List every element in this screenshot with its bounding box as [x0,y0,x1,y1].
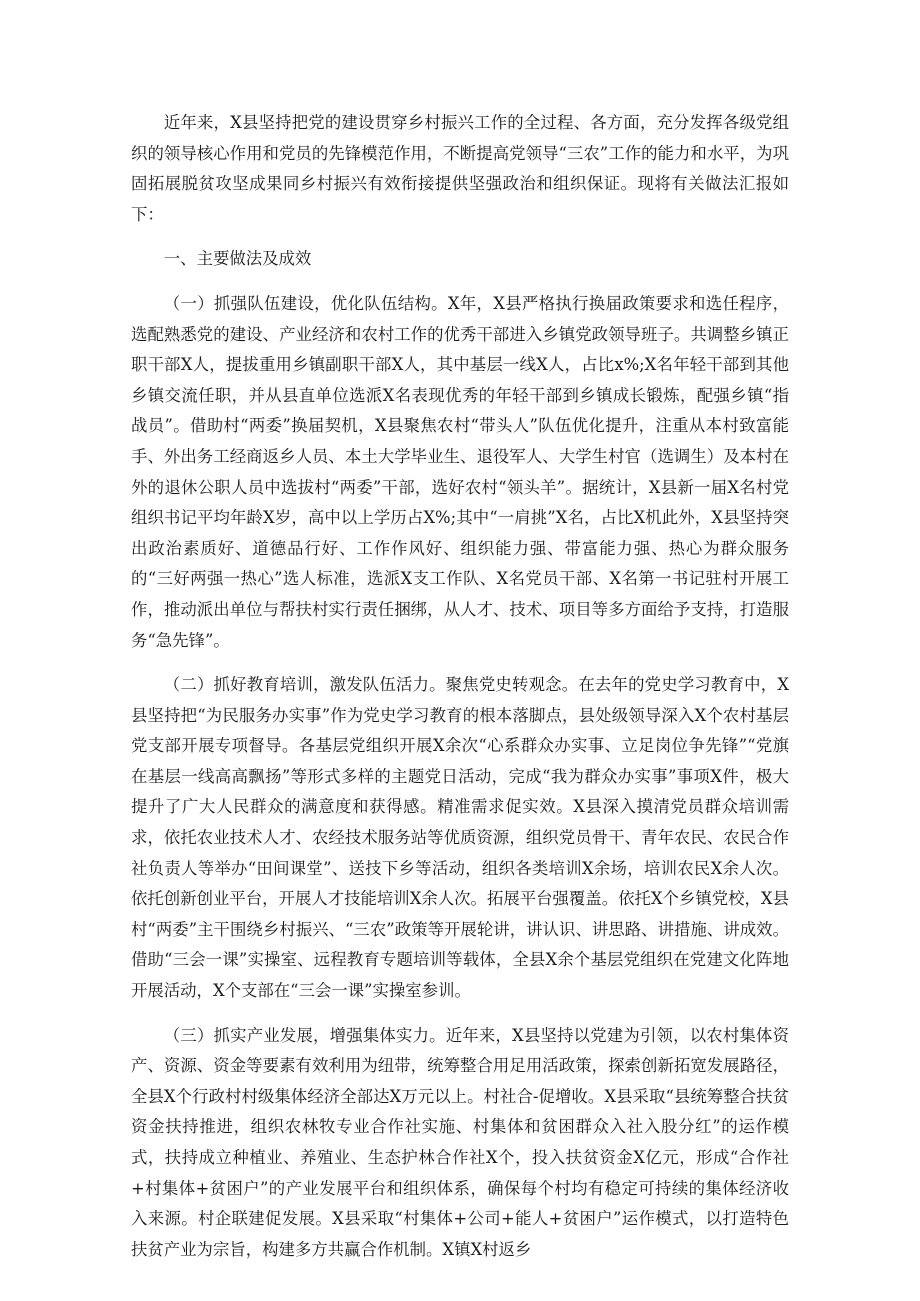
paragraph-education-training: （二）抓好教育培训，激发队伍活力。聚焦党史转观念。在去年的党史学习教育中，X县坚持把“为民服务办实事”作为党史学习教育的根本落脚点，县处级领导深入X个农村基层党支部开展专项督导。各基层党组织开展X余次“心系群众办实事、立足岗位争先锋”“党旗在基层一线高高飘扬”等形式多样的主题党日活动，完成“我为群众办实事”事项X件，极大提升了广大人民群众的满意度和获得感。精准需求促实效。X县深入摸清党员群众培训需求，依托农业技术人才、农经技术服务站等优质资源，组织党员骨干、青年农民、农民合作社负责人等举办“田间课堂”、送技下乡等活动，组织各类培训X余场，培训农民X余人次。依托创新创业平台，开展人才技能培训X余人次。拓展平台强覆盖。依托X个乡镇党校，X县村“两委”主干围绕乡村振兴、“三农”政策等开展轮讲，讲认识、讲思路、讲措施、讲成效。借助“三会一课”实操室、远程教育专题培训等载体，全县X余个基层党组织在党建文化阵地开展活动，X个支部在“三会一课”实操室参训。 [131,675,789,1001]
paragraph-industry-development: （三）抓实产业发展，增强集体实力。近年来，X县坚持以党建为引领，以农村集体资产、资源、资金等要素有效利用为纽带，统筹整合用足用活政策，探索创新拓宽发展路径，全县X个行政村村级集体经济全部达X万元以上。村社合-促增收。X县采取“县统筹整合扶贫资金扶持推进，组织农林牧专业合作社实施、村集体和贫困群众入社入股分红”的运作模式，扶持成立种植业、养殖业、生态护林合作社X个，投入扶贫资金X亿元，形成“合作社+村集体+贫困户”的产业发展平台和组织体系，确保每个村均有稳定可持续的集体经济收入来源。村企联建促发展。X县采取“村集体+公司+能人+贫困户”运作模式，以打造特色扶贫产业为宗旨，构建多方共赢合作机制。X镇X村返乡 [131,1025,789,1259]
paragraph-team-building: （一）抓强队伍建设，优化队伍结构。X年，X县严格执行换届政策要求和选任程序，选配熟悉党的建设、产业经济和农村工作的优秀干部进入乡镇党政领导班子。共调整乡镇正职干部X人，提拔重用乡镇副职干部X人，其中基层一线X人，占比x%;X名年轻干部到其他乡镇交流任职，并从县直单位选派X名表现优秀的年轻干部到乡镇成长锻炼，配强乡镇“指战员”。借助村“两委”换届契机，X县聚焦农村“带头人”队伍优化提升，注重从本村致富能手、外出务工经商返乡人员、本土大学毕业生、退役军人、大学生村官（选调生）及本村在外的退休公职人员中选拔村“两委”干部，选好农村“领头羊”。据统计，X县新一届X名村党组织书记平均年龄X岁，高中以上学历占X%;其中“一肩挑”X名，占比X机此外，X县坚持突出政治素质好、道德品行好、工作作风好、组织能力强、带富能力强、热心为群众服务的“三好两强一热心”选人标准，选派X支工作队、X名党员干部、X名第一书记驻村开展工作，推动派出单位与帮扶村实行责任捆绑，从人才、技术、项目等多方面给予支持，打造服务“急先锋”。 [131,293,789,650]
intro-paragraph: 近年来，X县坚持把党的建设贯穿乡村振兴工作的全过程、各方面，充分发挥各级党组织的领导核心作用和党员的先锋模范作用，不断提高党领导“三农”工作的能力和水平，为巩固拓展脱贫攻坚成果同乡村振兴有效衔接提供坚强政治和组织保证。现将有关做法汇报如下： [131,113,789,224]
section-heading: 一、主要做法及成效 [163,249,312,269]
document-page [131,108,789,1265]
